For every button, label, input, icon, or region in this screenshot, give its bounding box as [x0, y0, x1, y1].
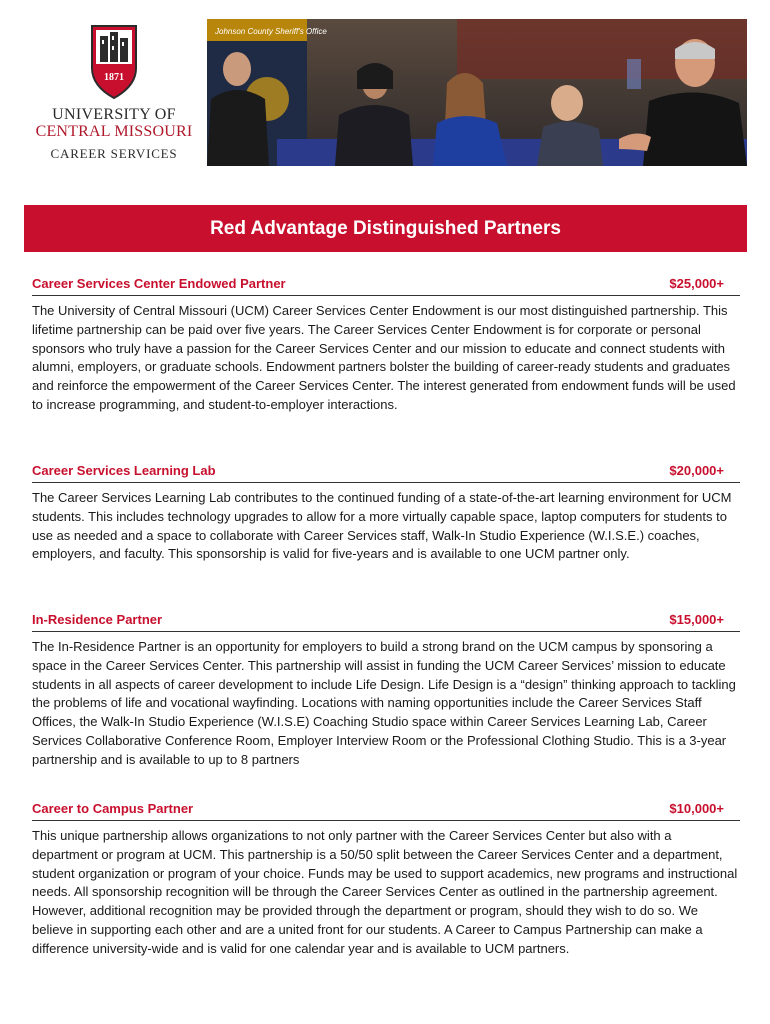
section-price: $15,000+ [669, 612, 724, 627]
section-price: $25,000+ [669, 276, 724, 291]
partner-section-career-to-campus [32, 801, 740, 959]
section-price: $20,000+ [669, 463, 724, 478]
section-description: This unique partnership allows organizations to not only partner with the Career Services Center but also with a department or program at UCM. This partnership is a 50/50 split between the Career Services Center and a department, student organization or program of your choice. Funds may be used to support academics, new programs and instructional needs. All sponsorship recognition will be through the Career Services Center as outlined in the partnership agreement. However, additional recognition may be provided through the department or program, should they wish to do so. We believe in supporting each other and are a united front for our students. A Career to Campus Partnership can make a difference university-wide and is valid for one calendar year and is available to UCM partners. [32, 828, 738, 956]
section-header [32, 612, 740, 632]
career-fair-photo [207, 19, 747, 166]
section-description: The University of Central Missouri (UCM) Career Services Center Endowment is our most distinguished partnership. This lifetime partnership can be paid over five years. The Career Services Center Endowment is for corporate or personal sponsors who truly have a passion for the Career Services Center and our mission to educate and connect students with alumni, employers, or graduate schools. Endowment partners bolster the building of career-ready students and graduates and reinforce the empowerment of the Career Services Center. The interest generated from endowment funds will be used to increase programming, and student-to-employer interactions. [32, 303, 736, 412]
section-title: Career Services Learning Lab [32, 463, 216, 478]
section-title: Career to Campus Partner [32, 801, 194, 816]
page-title-banner: Red Advantage Distinguished Partners [24, 205, 747, 252]
photo-banner-text: Johnson County Sheriff's Office [215, 27, 327, 36]
partner-section-learning-lab [32, 463, 740, 564]
section-title: In-Residence Partner [32, 612, 163, 627]
university-seal-icon [88, 24, 140, 100]
ucm-career-services-logo [30, 20, 198, 165]
section-title: Career Services Center Endowed Partner [32, 276, 286, 291]
partner-section-in-residence [32, 612, 740, 770]
section-price: $10,000+ [669, 801, 724, 816]
wordmark-line1: UNIVERSITY OF [52, 106, 176, 123]
section-description: The In-Residence Partner is an opportunity for employers to build a strong brand on the UCM campus by sponsoring a space in the Career Services Center. This partnership will assist in funding the UCM Career Services’ mission to educate students in all aspects of career development to include Life Design. Life Design is a “design” thinking approach to tackling the problems of life and vocational wayfinding. Locations with naming opportunities include the Career Services Staff Offices, the Walk-In Studio Experience (W.I.S.E) Coaching Studio space within Career Services Learning Lab, Career Services Collaborative Conference Room, Employer Interview Room or the Professional Clothing Studio. This is a 3-year partnership and is available to up to 8 partners [32, 639, 736, 767]
wordmark-line2: CENTRAL MISSOURI [35, 123, 193, 140]
section-header [32, 463, 740, 483]
section-header [32, 276, 740, 296]
section-header [32, 801, 740, 821]
wordmark-line3: CAREER SERVICES [50, 146, 178, 161]
section-description: The Career Services Learning Lab contributes to the continued funding of a state-of-the-art learning environment for UCM students. This includes technology upgrades to allow for a more virtually capable space, laptop computers for students to use as needed and a space to collaborate with Career Services staff, Walk-In Studio Experience (W.I.S.E.) coaches, employers, and faculty. This sponsorship is valid for five-years and is available to one UCM partner only. [32, 490, 732, 562]
seal-year: 1871 [104, 72, 124, 83]
partner-section-endowed [32, 276, 740, 415]
